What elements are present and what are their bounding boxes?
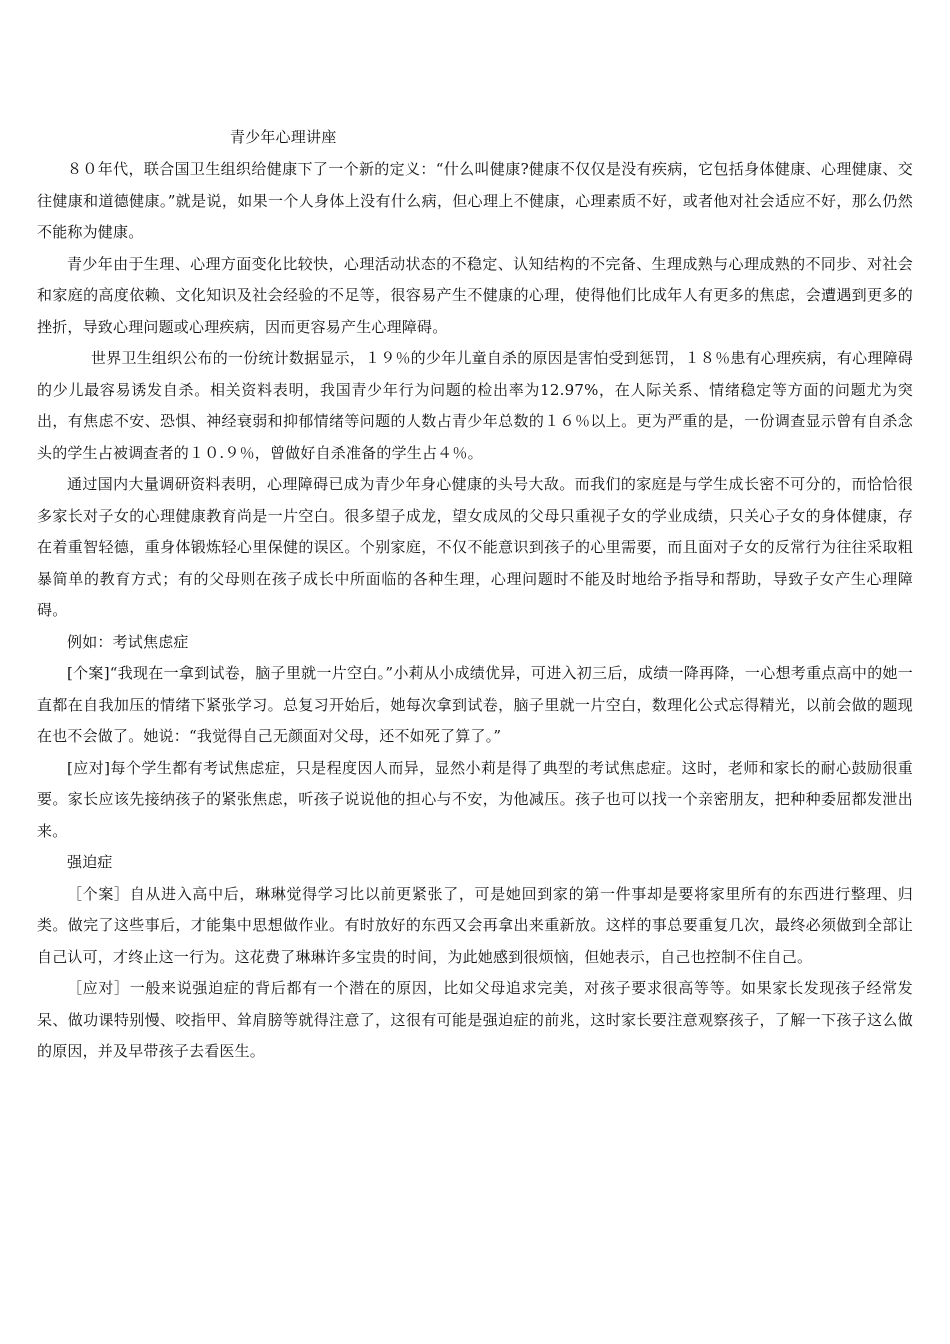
- ocd-response-paragraph: ［应对］一般来说强迫症的背后都有一个潜在的原因，比如父母追求完美，对孩子要求很高等等。如果家长发现孩子经常发呆、做功课特别慢、咬指甲、耸肩膀等就得注意了，这很有可能是强迫症的前兆，这时家长要注意观察孩子，了解一下孩子这么做的原因，并及早带孩子去看医生。: [37, 979, 913, 1060]
- family-education-paragraph: 通过国内大量调研资料表明，心理障碍已成为青少年身心健康的头号大敌。而我们的家庭是与学生成长密不可分的，而恰恰很多家长对子女的心理健康教育尚是一片空白。很多望子成龙，望女成凤的父母只重视子女的学业成绩，只关心子女的身体健康，存在着重智轻德，重身体锻炼轻心里保健的误区。个别家庭，不仅不能意识到孩子的心里需要，而且面对子女的反常行为往往采取粗暴简单的教育方式；有的父母则在孩子成长中所面临的各种生理，心理问题时不能及时地给予指导和帮助，导致子女产生心理障碍。: [37, 475, 913, 619]
- example-heading: 例如：考试焦虑症: [67, 632, 189, 651]
- anxiety-case-paragraph: [个案]“我现在一拿到试卷，脑子里就一片空白。”小莉从小成绩优异，可进入初三后，成绩一降再降，一心想考重点高中的她一直都在自我加压的情绪下紧张学习。总复习开始后，她每次拿到试卷，脑子里就一片空白，数理化公式忘得精光，以前会做的题现在也不会做了。她说：“我觉得自己无颜面对父母，还不如死了算了。”: [37, 664, 913, 745]
- intro-paragraph-health-definition: ８０年代，联合国卫生组织给健康下了一个新的定义：“什么叫健康?健康不仅仅是没有疾病，它包括身体健康、心理健康、交往健康和道德健康。”就是说，如果一个人身体上没有什么病，但心理上不健康，心理素质不好，或者他对社会适应不好，那么仍然不能称为健康。: [37, 160, 913, 241]
- intro-paragraph-adolescent-causes: 青少年由于生理、心理方面变化比较快，心理活动状态的不稳定、认知结构的不完备、生理成熟与心理成熟的不同步、对社会和家庭的高度依赖、文化知识及社会经验的不足等，很容易产生不健康的心理，使得他们比成年人有更多的焦虑，会遭遇到更多的挫折，导致心理问题或心理疾病，因而更容易产生心理障碍。: [37, 254, 913, 336]
- document-title: 青少年心理讲座: [230, 128, 337, 146]
- statistics-paragraph: 世界卫生组织公布的一份统计数据显示，１９％的少年儿童自杀的原因是害怕受到惩罚，１８％患有心理疾病，有心理障碍的少儿最容易诱发自杀。相关资料表明，我国青少年行为问题的检出率为12.97%，在人际关系、情绪稳定等方面的问题尤为突出，有焦虑不安、恐惧、神经衰弱和抑郁情绪等问题的人数占青少年总数的１６％以上。更为严重的是，一份调查显示曾有自杀念头的学生占被调查者的１０.９％，曾做好自杀准备的学生占４％。: [37, 349, 913, 462]
- document-page: [37, 120, 913, 1068]
- ocd-heading: 强迫症: [67, 853, 113, 871]
- anxiety-response-paragraph: [应对]每个学生都有考试焦虑症，只是程度因人而异，显然小莉是得了典型的考试焦虑症。这时，老师和家长的耐心鼓励很重要。家长应该先接纳孩子的紧张焦虑，听孩子说说他的担心与不安，为他减压。孩子也可以找一个亲密朋友，把种种委屈都发泄出来。: [37, 758, 913, 840]
- ocd-case-paragraph: ［个案］自从进入高中后，琳琳觉得学习比以前更紧张了，可是她回到家的第一件事却是要将家里所有的东西进行整理、归类。做完了这些事后，才能集中思想做作业。有时放好的东西又会再拿出来重新放。这样的事总要重复几次，最终必须做到全部让自己认可，才终止这一行为。这花费了琳琳许多宝贵的时间，为此她感到很烦恼，但她表示，自己也控制不住自己。: [37, 884, 913, 966]
